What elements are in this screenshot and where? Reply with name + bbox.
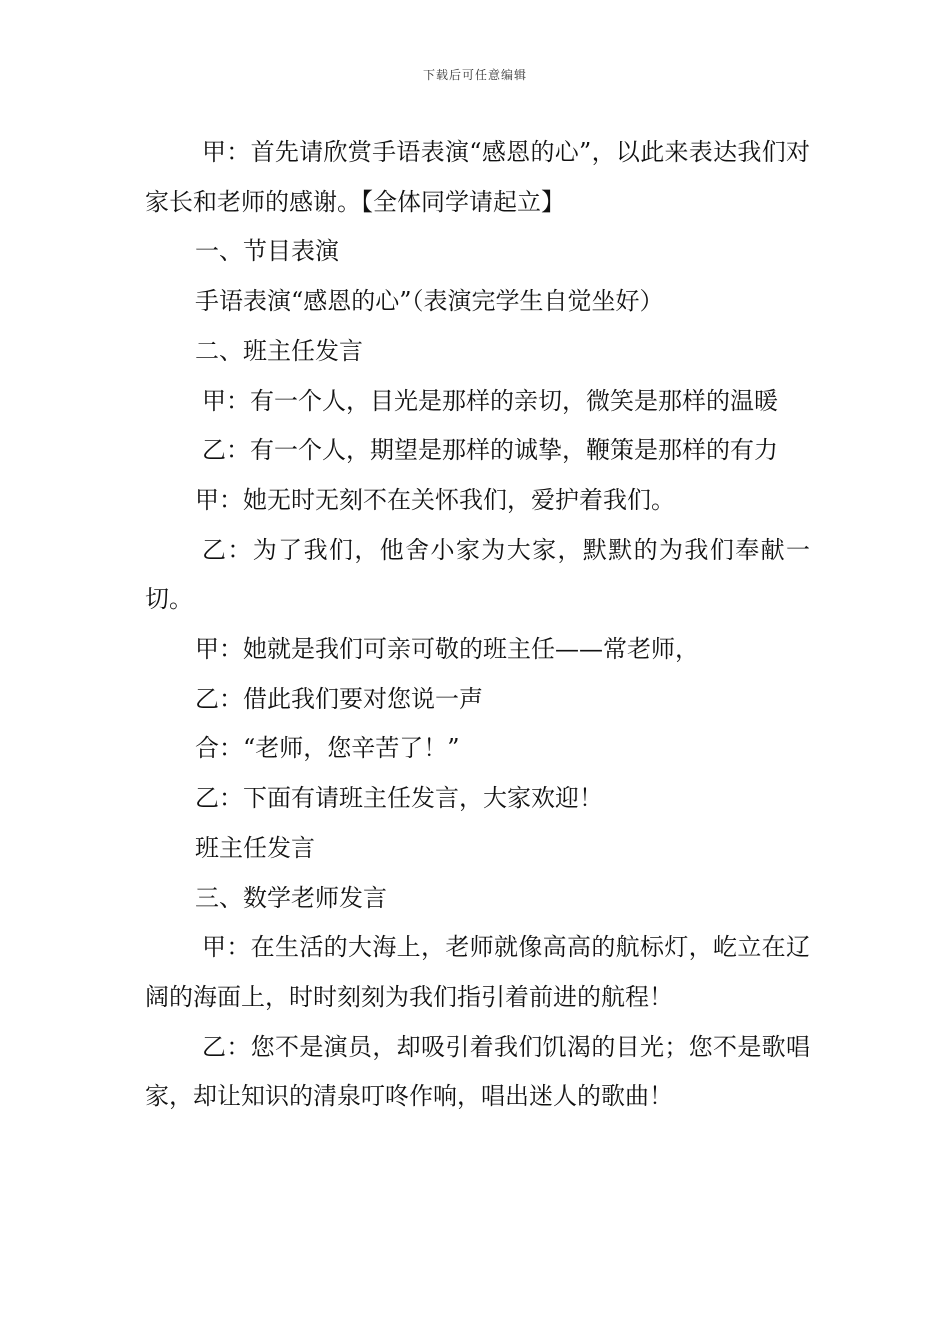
paragraph: 乙：有一个人，期望是那样的诚挚，鞭策是那样的有力	[202, 436, 778, 465]
paragraph: 乙：下面有请班主任发言，大家欢迎！	[195, 784, 603, 813]
paragraph: 乙：您不是演员，却吸引着我们饥渴的目光；您不是歌唱家，却让知识的清泉叮咚作响，唱出迷人的歌曲！	[145, 1032, 810, 1111]
section-heading: 三、数学老师发言	[195, 883, 387, 912]
page-header: 下载后可任意编辑	[422, 68, 527, 82]
paragraph: 甲：她无时无刻不在关怀我们，爱护着我们。	[195, 485, 675, 514]
document-body	[145, 128, 810, 1122]
paragraph: 甲：首先请欣赏手语表演“感恩的心”，以此来表达我们对家长和老师的感谢。【全体同学请起立】	[145, 138, 810, 216]
paragraph: 合：“老师，您辛苦了！”	[195, 734, 460, 763]
section-heading: 二、班主任发言	[195, 336, 363, 365]
section-heading: 一、节目表演	[195, 237, 339, 266]
paragraph: 班主任发言	[195, 833, 315, 862]
paragraph: 乙：为了我们，他舍小家为大家，默默的为我们奉献一切。	[145, 535, 810, 614]
paragraph: 甲：在生活的大海上，老师就像高高的航标灯，屹立在辽阔的海面上，时时刻刻为我们指引着前进的航程！	[145, 933, 810, 1011]
paragraph: 手语表演“感恩的心”（表演完学生自觉坐好）	[195, 287, 664, 316]
paragraph: 乙：借此我们要对您说一声	[195, 684, 483, 713]
paragraph: 甲：有一个人，目光是那样的亲切，微笑是那样的温暖	[202, 386, 778, 415]
paragraph: 甲：她就是我们可亲可敬的班主任——常老师，	[195, 635, 699, 664]
